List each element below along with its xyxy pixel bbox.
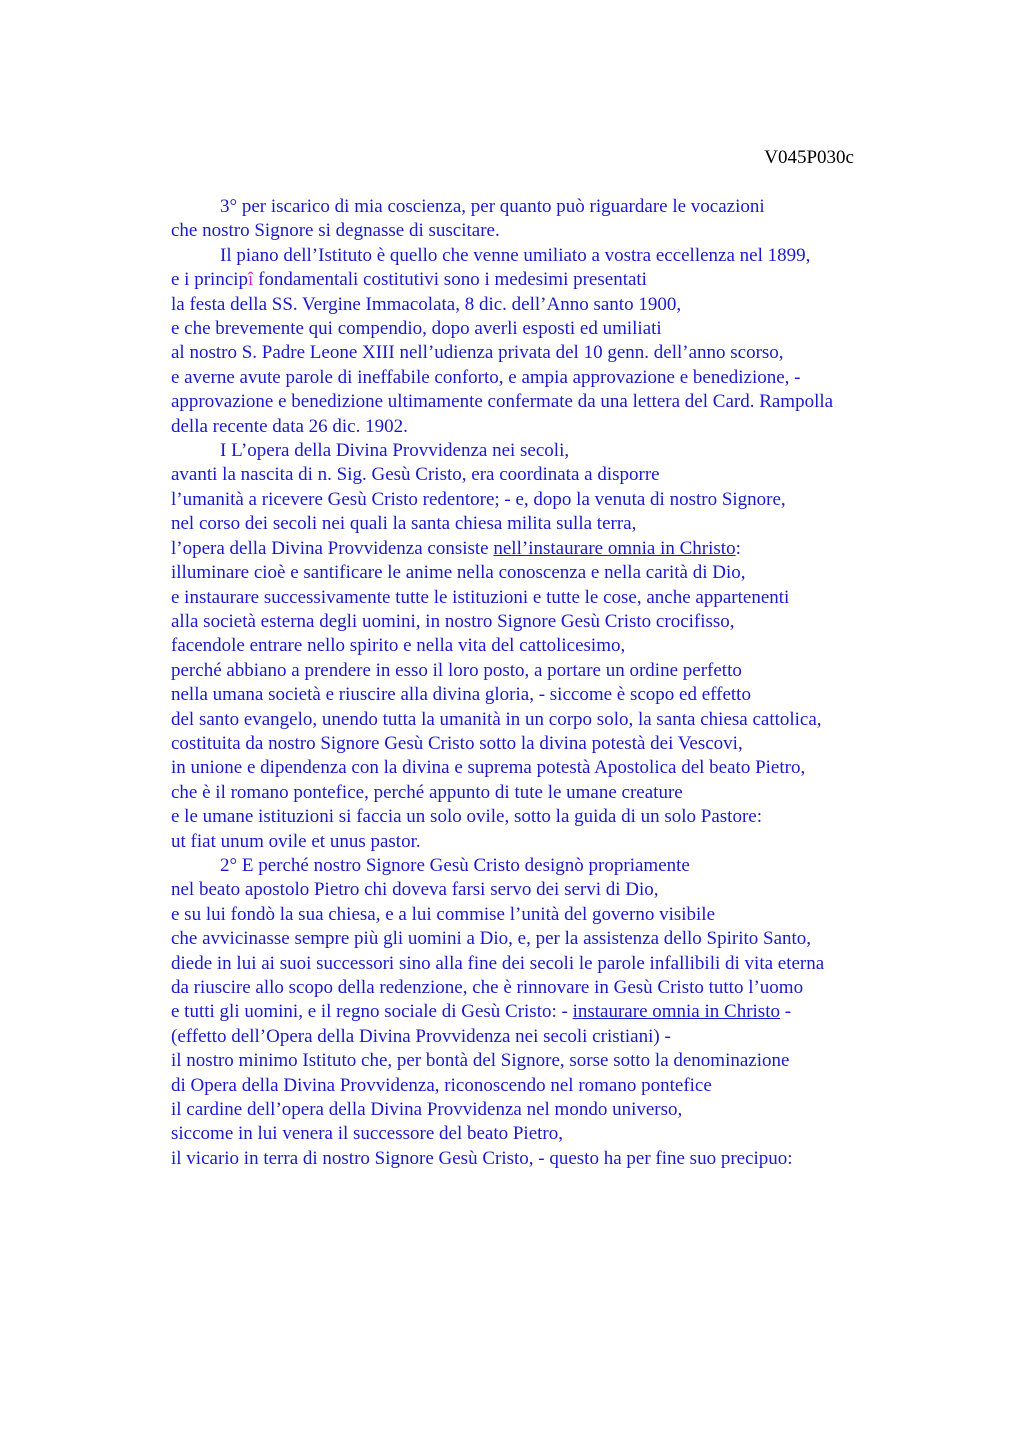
text-line: l’umanità a ricevere Gesù Cristo redentore; - e, dopo la venuta di nostro Signore, — [171, 488, 786, 510]
text-line: facendole entrare nello spirito e nella vita del cattolicesimo, — [171, 635, 626, 657]
page-code: V045P030c — [764, 147, 854, 168]
text-line: di Opera della Divina Provvidenza, riconoscendo nel romano pontefice — [171, 1074, 712, 1096]
text-line: e tutti gli uomini, e il regno sociale di Gesù Cristo: - instaurare omnia in Christo - — [171, 1001, 792, 1023]
text-line: che avvicinasse sempre più gli uomini a Dio, e, per la assistenza dello Spirito Santo, — [171, 928, 812, 950]
text-line: ut fiat unum ovile et unus pastor. — [171, 830, 421, 852]
text-line: e i principî fondamentali costitutivi sono i medesimi presentati — [171, 269, 647, 291]
text-line: (effetto dell’Opera della Divina Provvidenza nei secoli cristiani) - — [171, 1025, 671, 1047]
document-body — [171, 195, 931, 1171]
accent-mark: î — [248, 269, 254, 291]
text-line: approvazione e benedizione ultimamente confermate da una lettera del Card. Rampolla — [171, 391, 834, 413]
text-line: avanti la nascita di n. Sig. Gesù Cristo, era coordinata a disporre — [171, 464, 660, 486]
text-line: il cardine dell’opera della Divina Provvidenza nel mondo universo, — [171, 1099, 683, 1121]
text-line: nella umana società e riuscire alla divina gloria, - siccome è scopo ed effetto — [171, 684, 751, 706]
text-line: alla società esterna degli uomini, in nostro Signore Gesù Cristo crocifisso, — [171, 610, 735, 632]
text-line: e averne avute parole di ineffabile conforto, e ampia approvazione e benedizione, - — [171, 366, 801, 388]
text-line: che è il romano pontefice, perché appunto di tute le umane creature — [171, 781, 683, 803]
text-line: l’opera della Divina Provvidenza consiste nell’instaurare omnia in Christo: — [171, 537, 741, 559]
text-line: nel beato apostolo Pietro chi doveva farsi servo dei servi di Dio, — [171, 879, 659, 901]
text-line: e su lui fondò la sua chiesa, e a lui commise l’unità del governo visibile — [171, 903, 716, 925]
text-line: 3° per iscarico di mia coscienza, per quanto può riguardare le vocazioni — [220, 196, 765, 217]
text-line: I L’opera della Divina Provvidenza nei secoli, — [220, 440, 570, 462]
text-line: il nostro minimo Istituto che, per bontà del Signore, sorse sotto la denominazione — [171, 1050, 790, 1072]
text-line: Il piano dell’Istituto è quello che venne umiliato a vostra eccellenza nel 1899, — [220, 244, 811, 266]
text-line: e le umane istituzioni si faccia un solo ovile, sotto la guida di un solo Pastore: — [171, 806, 763, 828]
text-line: siccome in lui venera il successore del beato Pietro, — [171, 1123, 564, 1145]
text-line: costituita da nostro Signore Gesù Cristo sotto la divina potestà dei Vescovi, — [171, 732, 743, 754]
underlined-phrase: nell’instaurare omnia in Christo — [493, 537, 736, 559]
text-line: la festa della SS. Vergine Immacolata, 8 dic. dell’Anno santo 1900, — [171, 293, 682, 315]
text-line: e instaurare successivamente tutte le istituzioni e tutte le cose, anche appartenenti — [171, 586, 790, 608]
text-line: da riuscire allo scopo della redenzione, che è rinnovare in Gesù Cristo tutto l’uomo — [171, 977, 804, 998]
text-line: del santo evangelo, unendo tutta la umanità in un corpo solo, la santa chiesa cattolica, — [171, 708, 822, 730]
text-line: in unione e dipendenza con la divina e suprema potestà Apostolica del beato Pietro, — [171, 757, 806, 779]
text-line: diede in lui ai suoi successori sino alla fine dei secoli le parole infallibili di vita eterna — [171, 952, 825, 974]
text-line: illuminare cioè e santificare le anime nella conoscenza e nella carità di Dio, — [171, 562, 746, 584]
text-line: 2° E perché nostro Signore Gesù Cristo designò propriamente — [220, 854, 690, 876]
text-line: della recente data 26 dic. 1902. — [171, 415, 408, 437]
text-line: nel corso dei secoli nei quali la santa chiesa milita sulla terra, — [171, 513, 637, 535]
underlined-phrase: instaurare omnia in Christo — [572, 1001, 780, 1023]
text-line: e che brevemente qui compendio, dopo averli esposti ed umiliati — [171, 318, 662, 340]
text-line: perché abbiano a prendere in esso il loro posto, a portare un ordine perfetto — [171, 659, 742, 681]
text-line: il vicario in terra di nostro Signore Gesù Cristo, - questo ha per fine suo precipuo: — [171, 1147, 793, 1169]
text-line: che nostro Signore si degnasse di suscitare. — [171, 220, 500, 242]
text-line: al nostro S. Padre Leone XIII nell’udienza privata del 10 genn. dell’anno scorso, — [171, 342, 784, 364]
